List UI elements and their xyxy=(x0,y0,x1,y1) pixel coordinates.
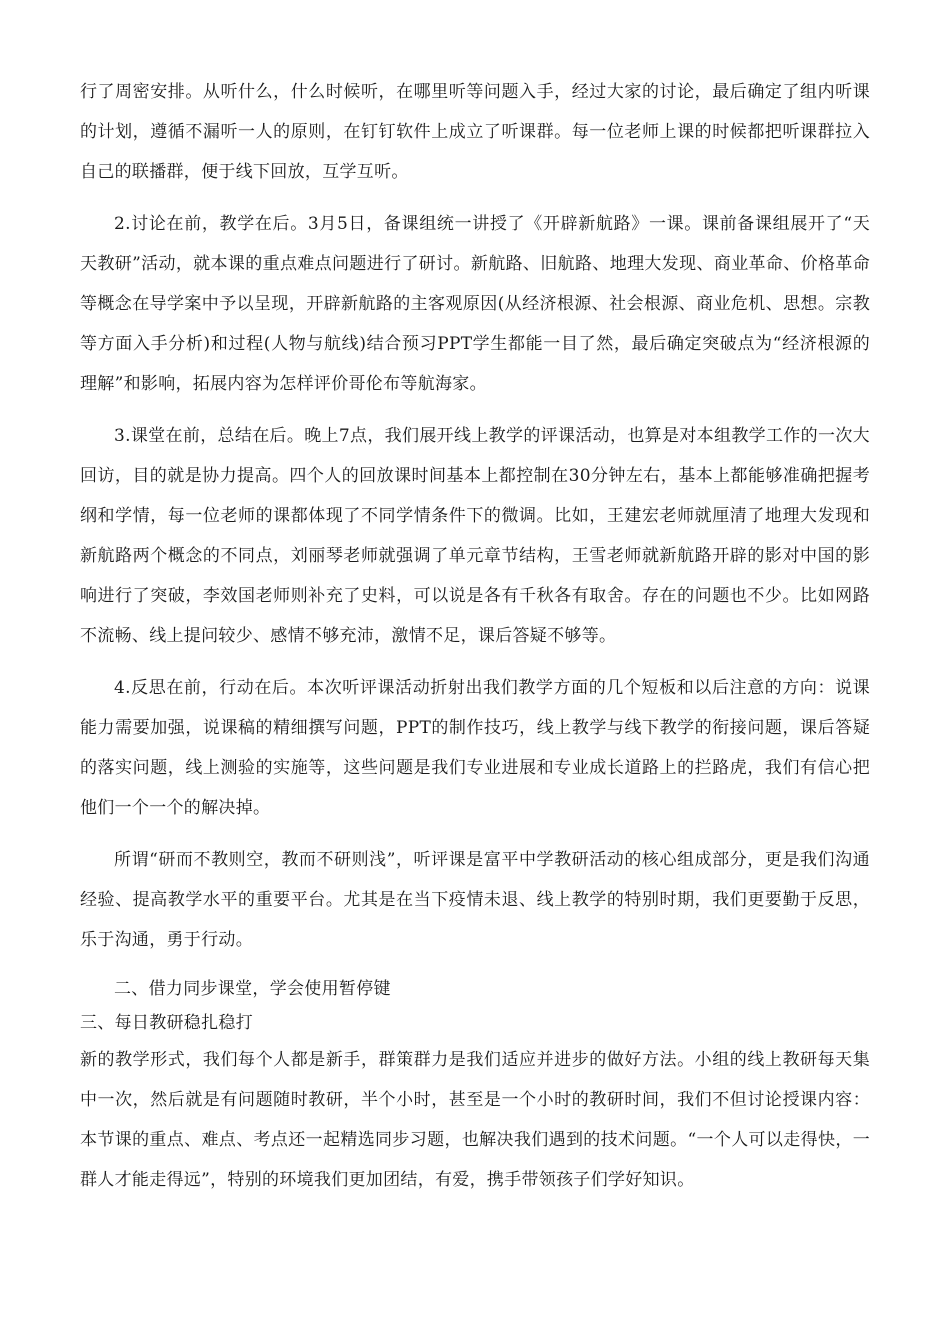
paragraph-listening-plan: 行了周密安排。从听什么，什么时候听，在哪里听等问题入手，经过大家的讨论，最后确定了组内听课的计划，遵循不漏听一人的原则，在钉钉软件上成立了听课群。每一位老师上课的时候都把听课群拉入自己的联播群，便于线下回放，互学互听。 xyxy=(80,82,870,182)
paragraph-reflection-first: 4.反思在前，行动在后。本次听评课活动折射出我们教学方面的几个短板和以后注意的方向：说课能力需要加强，说课稿的精细撰写问题，PPT的制作技巧，线上教学与线下教学的衔接问题，课后答疑的落实问题，线上测验的实施等，这些问题是我们专业进展和专业成长道路上的拦路虎，我们有信心把他们一个一个的解决掉。 xyxy=(80,678,870,818)
paragraph-discussion-first: 2.讨论在前，教学在后。3月5日，备课组统一讲授了《开辟新航路》一课。课前备课组展开了“天天教研”活动，就本课的重点难点问题进行了研讨。新航路、旧航路、地理大发现、商业革命、价格革命等概念在导学案中予以呈现，开辟新航路的主客观原因(从经济根源、社会根源、商业危机、思想。宗教等方面入手分析)和过程(人物与航线)结合预习PPT学生都能一目了然，最后确定突破点为“经济根源的理解”和影响，拓展内容为怎样评价哥伦布等航海家。 xyxy=(80,214,870,394)
section-heading-sync-classroom: 二、借力同步课堂，学会使用暂停键 xyxy=(114,979,391,999)
paragraph-research-quote: 所谓“研而不教则空，教而不研则浅”，听评课是富平中学教研活动的核心组成部分，更是我们沟通经验、提高教学水平的重要平台。尤其是在当下疫情未退、线上教学的特别时期，我们更要勤于反思，乐于沟通，勇于行动。 xyxy=(80,850,870,950)
section-heading-daily-research: 三、每日教研稳扎稳打 xyxy=(80,1013,253,1033)
paragraph-classroom-first: 3.课堂在前，总结在后。晚上7点，我们展开线上教学的评课活动，也算是对本组教学工作的一次大回访，目的就是协力提高。四个人的回放课时间基本上都控制在30分钟左右，基本上都能够准确把握考纲和学情，每一位老师的课都体现了不同学情条件下的微调。比如，王建宏老师就厘清了地理大发现和新航路两个概念的不同点，刘丽琴老师就强调了单元章节结构，王雪老师就新航路开辟的影对中国的影响进行了突破，李效国老师则补充了史料，可以说是各有千秋各有取舍。存在的问题也不少。比如网路不流畅、线上提问较少、感情不够充沛，激情不足，课后答疑不够等。 xyxy=(80,426,870,646)
document-page xyxy=(80,72,870,1200)
paragraph-daily-research: 新的教学形式，我们每个人都是新手，群策群力是我们适应并进步的做好方法。小组的线上教研每天集中一次，然后就是有问题随时教研，半个小时，甚至是一个小时的教研时间，我们不但讨论授课内容：本节课的重点、难点、考点还一起精选同步习题，也解决我们遇到的技术问题。“一个人可以走得快，一群人才能走得远”，特别的环境我们更加团结，有爱，携手带领孩子们学好知识。 xyxy=(80,1050,870,1190)
